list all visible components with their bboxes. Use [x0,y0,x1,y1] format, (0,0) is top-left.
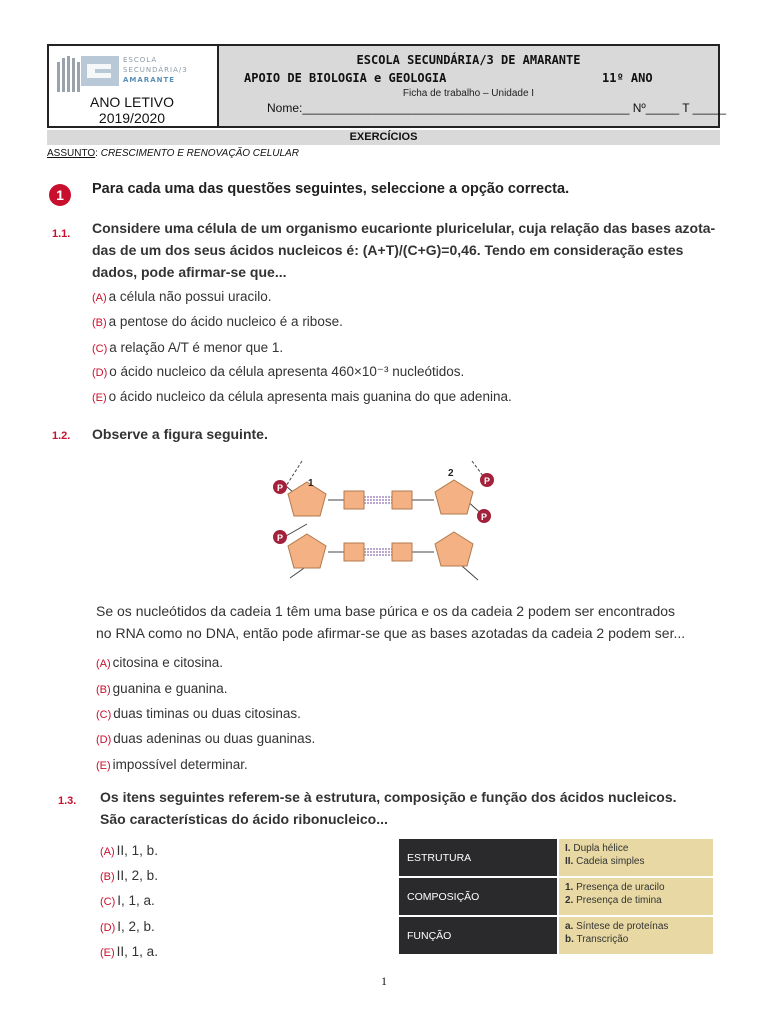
logo-columns-icon [57,56,81,92]
table-row-head: ESTRUTURA [399,839,557,876]
phosphate-label: P [276,483,284,493]
question-1-3-text: Os itens seguintes referem-se à estrutura, composição e função dos ácidos nucleicos. São características do ácido ribonucleico... [100,789,677,827]
pentose-shape [435,480,473,514]
table-row-values: a. Síntese de proteínas b. Transcrição [559,917,713,954]
subject-title: APOIO DE BIOLOGIA e GEOLOGIA [244,71,447,85]
base-square [392,491,412,509]
chain-1-label: 1 [308,478,314,489]
option-1-2-d: (D) duas adeninas ou duas guaninas. [96,731,316,746]
option-1-1-e: (E) o ácido nucleico da célula apresenta mais guanina do que adenina. [92,389,512,404]
chain-2-label: 2 [448,468,454,479]
question-1-1-text: Considere uma célula de um organismo eucarionte pluricelular, cuja relação das bases azota- das de um dos seus ácidos nucleicos é: (A+T)/(C+G)=0,46. Tendo em consideração estes dados, pode afirmar-se que... [92,220,716,280]
school-logo-cell [49,46,219,126]
name-field-line: Nome:_________________________________________________ Nº_____ T _____ [267,101,727,115]
logo-text: ESCOLA SECUNDÁRIA/3 AMARANTE [123,56,188,84]
option-1-3-d: (D) I, 2, b. [100,919,155,934]
option-1-1-d: (D) o ácido nucleico da célula apresenta 460×10⁻³ nucleótidos. [92,364,465,379]
option-1-2-b: (B) guanina e guanina. [96,681,228,696]
question-1-2-number: 1.2. [52,430,71,442]
base-square [344,491,364,509]
phosphate-label: P [483,476,491,486]
option-1-3-a: (A) II, 1, b. [100,843,158,858]
exercicios-heading: EXERCÍCIOS [47,130,720,145]
option-1-1-c: (C) a relação A/T é menor que 1. [92,340,284,355]
nucleotide-figure [262,456,502,586]
option-1-1-b: (B) a pentose do ácido nucleico é a ribose. [92,314,343,329]
question-1-2-text: Observe a figura seguinte. [92,426,268,442]
school-year: 11º ANO [602,71,653,85]
pentose-shape [288,482,326,516]
option-1-1-a: (A) a célula não possui uracilo. [92,289,272,304]
ano-letivo [49,94,215,126]
option-1-2-a: (A) citosina e citosina. [96,655,223,670]
option-1-2-c: (C) duas timinas ou duas citosinas. [96,706,301,721]
ano-letivo-label: ANO LETIVO [89,94,175,110]
table-row [399,917,713,954]
ano-letivo-value: 2019/2020 [98,110,166,126]
phosphate-label: P [480,512,488,522]
assunto-label: ASSUNTO [47,148,96,159]
header-box [47,44,727,128]
question-1-1-number: 1.1. [52,228,71,240]
nucleic-acid-table [399,839,713,954]
question-1-2-body: Se os nucleótidos da cadeia 1 têm uma base púrica e os da cadeia 2 podem ser encontrados no RNA como no DNA, então pode afirmar-se que as bases azotadas da cadeia 2 podem ser... [96,603,686,641]
table-row-values: 1. Presença de uracilo 2. Presença de timina [559,878,713,915]
pentose-shape [435,532,473,566]
logo-mark-icon [81,56,119,86]
header-info [219,46,727,126]
table-row [399,878,713,915]
pentose-shape [288,534,326,568]
phosphate-label: P [276,533,284,543]
question-number-badge: 1 [49,184,71,206]
table-row-head: FUNÇÃO [399,917,557,954]
page-number: 1 [381,974,387,988]
table-row-head: COMPOSIÇÃO [399,878,557,915]
school-name: ESCOLA SECUNDÁRIA/3 DE AMARANTE [356,53,581,67]
assunto-line: ASSUNTO: CRESCIMENTO E RENOVAÇÃO CELULAR [47,148,299,159]
option-1-3-c: (C) I, 1, a. [100,893,155,908]
worksheet-title: Ficha de trabalho – Unidade I [402,88,535,99]
option-1-3-b: (B) II, 2, b. [100,868,158,883]
option-1-3-e: (E) II, 1, a. [100,944,158,959]
table-row [399,839,713,876]
base-square [344,543,364,561]
base-square [392,543,412,561]
question-1-3-number: 1.3. [58,795,77,807]
assunto-value: CRESCIMENTO E RENOVAÇÃO CELULAR [100,148,299,159]
table-row-values: I. Dupla hélice II. Cadeia simples [559,839,713,876]
question-title: Para cada uma das questões seguintes, seleccione a opção correcta. [92,181,570,197]
option-1-2-e: (E) impossível determinar. [96,757,248,772]
